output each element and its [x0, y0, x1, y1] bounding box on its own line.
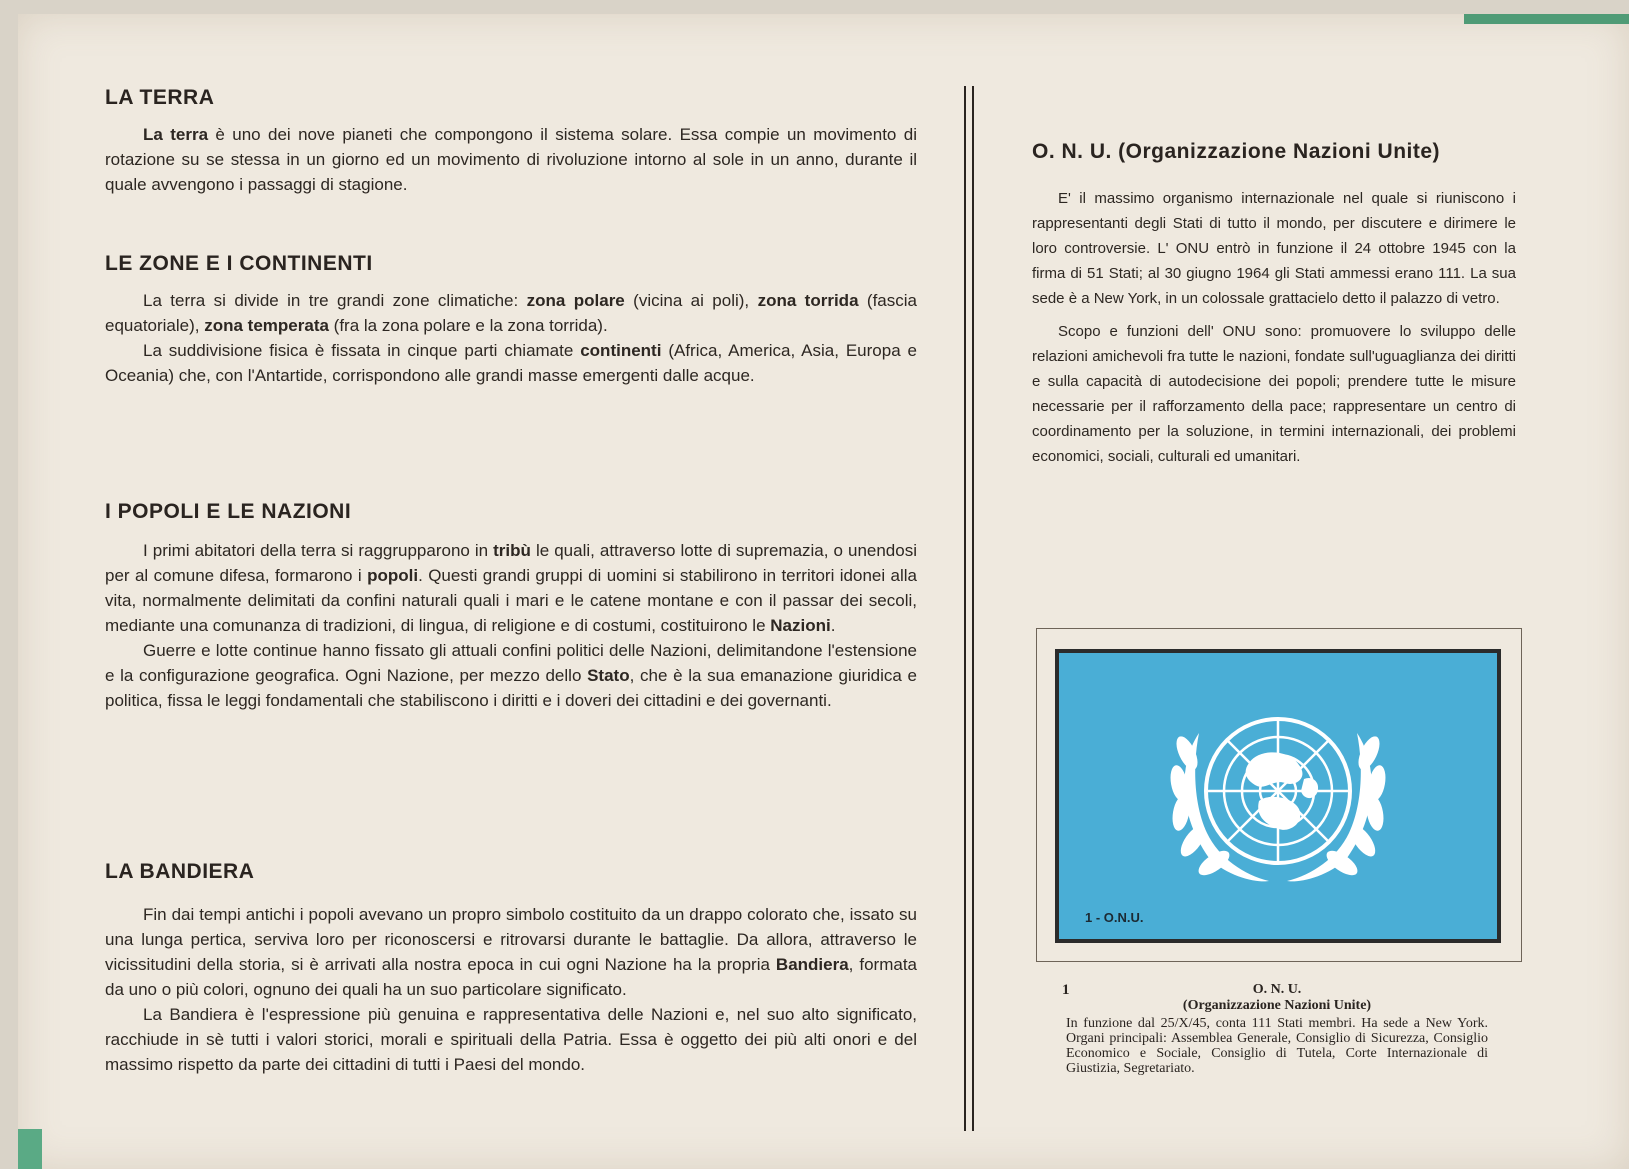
flag-card [1036, 628, 1522, 962]
un-flag [1055, 649, 1501, 943]
heading-popoli-nazioni: I POPOLI E LE NAZIONI [105, 500, 352, 523]
paragraph-zone-2: La suddivisione fisica è fissata in cinque parti chiamate continenti (Africa, America, Asia, Europa e Oceania) che, con l'Antartide, corrispondono alle grandi masse emergenti dalle acque. [105, 341, 918, 385]
paragraph-popoli-1: I primi abitatori della terra si raggrupparono in tribù le quali, attraverso lotte di supremazia, o unendosi per al comune difesa, formarono i popoli. Questi grandi gruppi di uomini si stabilirono in territori idonei alla vita, normalmente delimitati da confini naturali quali i mari e le catene montane e con il passar dei secoli, mediante una comunanza di tradizioni, di lingua, di religione e di costumi, costituirono le Nazioni. [105, 541, 917, 635]
flag-caption [1066, 982, 1488, 1076]
green-page-edge [1464, 14, 1629, 24]
column-divider [964, 86, 974, 1131]
heading-onu: O. N. U. (Organizzazione Nazioni Unite) [1032, 140, 1441, 163]
paragraph-onu-1: E' il massimo organismo internazionale nel quale si riuniscono i rappresentanti degli Stati di tutto il mondo, per discutere e dirimere le loro controversie. L' ONU entrò in funzione il 24 ottobre 1945 con la firma di 51 Stati; al 30 giugno 1964 gli Stati ammessi erano 111. La sua sede è a New York, in un colossale grattacielo detto il palazzo di vetro. [1032, 190, 1516, 307]
caption-subtitle: (Organizzazione Nazioni Unite) [1182, 998, 1372, 1013]
paragraph-bandiera-2: La Bandiera è l'espressione più genuina e rappresentativa delle Nazioni e, nel suo alto significato, racchiude in sè tutti i valori storici, morali e spirituali della Patria. Essa è oggetto dei più alti onori e del massimo rispetto da parte dei cittadini di tutti i Paesi del mondo. [105, 1005, 917, 1074]
un-emblem-icon [1059, 653, 1497, 939]
paragraph-popoli-2: Guerre e lotte continue hanno fissato gli attuali confini politici delle Nazioni, delimitandone l'estensione e la configurazione geografica. Ogni Nazione, per mezzo dello Stato, che è la sua emanazione giuridica e politica, fissa le leggi fondamentali che stabiliscono i diritti e i doveri dei cittadini e dei governanti. [105, 641, 917, 710]
caption-number: 1 [1062, 982, 1070, 998]
paragraph-zone-1: La terra si divide in tre grandi zone climatiche: zona polare (vicina ai poli), zona torrida (fascia equatoriale), zona temperata (fra la zona polare e la zona torrida). [105, 291, 917, 335]
section-popoli-nazioni [105, 500, 917, 713]
section-bandiera [105, 860, 917, 1077]
caption-text: In funzione dal 25/X/45, conta 111 Stati membri. Ha sede a New York. Organi principali: Assemblea Generale, Consiglio di Sicurezza, Consiglio Economico e Sociale, Consiglio di Tutela, Corte Internazionale di Giustizia, Segretariato. [1066, 1016, 1488, 1076]
section-zone-continenti [105, 252, 917, 388]
paragraph-onu-2: Scopo e funzioni dell' ONU sono: promuovere lo sviluppo delle relazioni amichevoli fra tutte le nazioni, fondate sull'uguaglianza dei diritti e sulla capacità di autodecisione dei popoli; prendere tutte le misure necessarie per il rafforzamento della pace; rappresentare un centro di coordinamento per la soluzione, in termini internazionali, dei problemi economici, sociali, culturali ed umanitari. [1032, 323, 1516, 465]
heading-bandiera: LA BANDIERA [105, 860, 255, 883]
paragraph-la-terra: La terra è uno dei nove pianeti che compongono il sistema solare. Essa compie un movimento di rotazione su se stessa in un giorno ed un movimento di rivoluzione intorno al sole in un anno, durante il quale avvengono i passaggi di stagione. [105, 125, 917, 194]
paragraph-bandiera-1: Fin dai tempi antichi i popoli avevano un propro simbolo costituito da un drappo colorato che, issato su una lunga pertica, serviva loro per riconoscersi e ritrovarsi durante le battaglie. Da allora, attraverso le vicissitudini della storia, si è arrivati alla nostra epoca in cui ogni Nazione ha la propria Bandiera, formata da uno o più colori, ognuno dei quali ha un suo particolare significato. [105, 905, 917, 999]
heading-zone-continenti: LE ZONE E I CONTINENTI [105, 252, 373, 275]
green-page-edge-left [18, 1129, 42, 1169]
caption-title: O. N. U. [1252, 982, 1302, 997]
flag-label: 1 - O.N.U. [1085, 910, 1144, 925]
heading-la-terra: LA TERRA [105, 86, 215, 109]
right-column [1032, 140, 1516, 469]
section-la-terra [105, 86, 917, 197]
